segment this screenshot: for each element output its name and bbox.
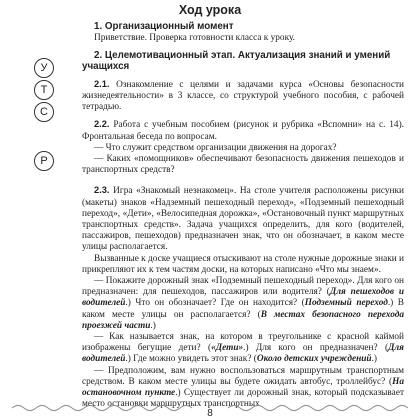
paragraph-2-2-text: Работа с учебным пособием (рисунок и рубрика «Вспомни» на с. 14). Фронтальная беседа по вопросам. <box>82 120 404 142</box>
dialogue-1: — Покажите дорожный знак «Подземный пешеходный переход». Для кого он предназначен: для пешеходов, пассажиров или водителя? (Для пешеходов и водителей.) Что он обозначает? Где он находится? (Подземный переход.) В каком месте улицы он располагается? (В местах безопасного перехода проезжей части.) <box>82 275 404 331</box>
paragraph-2-1 <box>82 79 404 114</box>
question-1: — Что служит средством организации движения на дорогах? <box>94 142 337 153</box>
paragraph-2-1-number: 2.1. <box>94 78 110 89</box>
dialogue-3: — Предположим, вам нужно воспользоваться маршрутным транспортным средством. В каком месте улицы вы будете ожидать автобус, троллейбус? (На остановочном пункте.) Существует ли дорожный знак, который подсказывает место остановки маршрутных транспортных <box>82 365 405 410</box>
dialogue-2: — Как называется знак, на котором в треугольнике с красной каймой изображены бегущие дети? («Дети».) Для кого он предназначен? (Для водителей.) Где можно увидеть этот знак? (Около детских учреждений.) <box>82 331 404 365</box>
marker-r-icon: Р <box>34 151 54 171</box>
page-number: 8 <box>207 408 213 419</box>
section-1-text: Приветствие. Проверка готовности класса к уроку. <box>94 32 295 43</box>
paragraph-2-3-number: 2.3. <box>94 185 110 196</box>
lesson-content <box>82 21 404 410</box>
marker-t-icon: Т <box>34 80 54 100</box>
section-2-heading-line1: 2. Целемотивационный этап. Актуализация знаний и умений <box>94 49 391 61</box>
section-2-heading-line2: учащихся <box>82 61 130 73</box>
marker-s-icon: С <box>34 102 54 122</box>
section-1-heading: 1. Организационный момент <box>94 21 234 32</box>
question-2: — Каких «помощников» обеспечивают безопасность движения пешеходов и транспортных средств? <box>82 153 404 176</box>
paragraph-2-3 <box>82 185 404 253</box>
paragraph-2-2 <box>82 119 404 142</box>
page-title: Ход урока <box>178 3 242 17</box>
paragraph-2-3-board: Вызванные к доске учащиеся отыскивают на столе нужные дорожные знаки и прикрепляют их к тем частям доски, на которых написано «Что мы знаем». <box>82 253 405 275</box>
paragraph-2-3-text: Игра «Знакомый незнакомец». На столе учителя расположены рисунки (макеты) знаков «Надземный пешеходный переход», «Подземный пешеходный переход», «Дети», «Велосипедная дорожка», «Остановочный пункт маршрутных транспортных средств». Задача учащихся определить, для кого (водителей, пассажиров, пешеходов) предназначен знак, что он обозначает, в каком месте улицы располагается. <box>82 186 404 253</box>
paragraph-2-2-number: 2.2. <box>94 119 110 130</box>
marker-u-icon: У <box>34 58 54 78</box>
paragraph-2-1-text: Ознакомление с целями и задачами курса «Основы безопасности жизнедеятельности» в 3 классе, со структурой учебного пособия, с рабочей тетрадью. <box>82 79 404 113</box>
